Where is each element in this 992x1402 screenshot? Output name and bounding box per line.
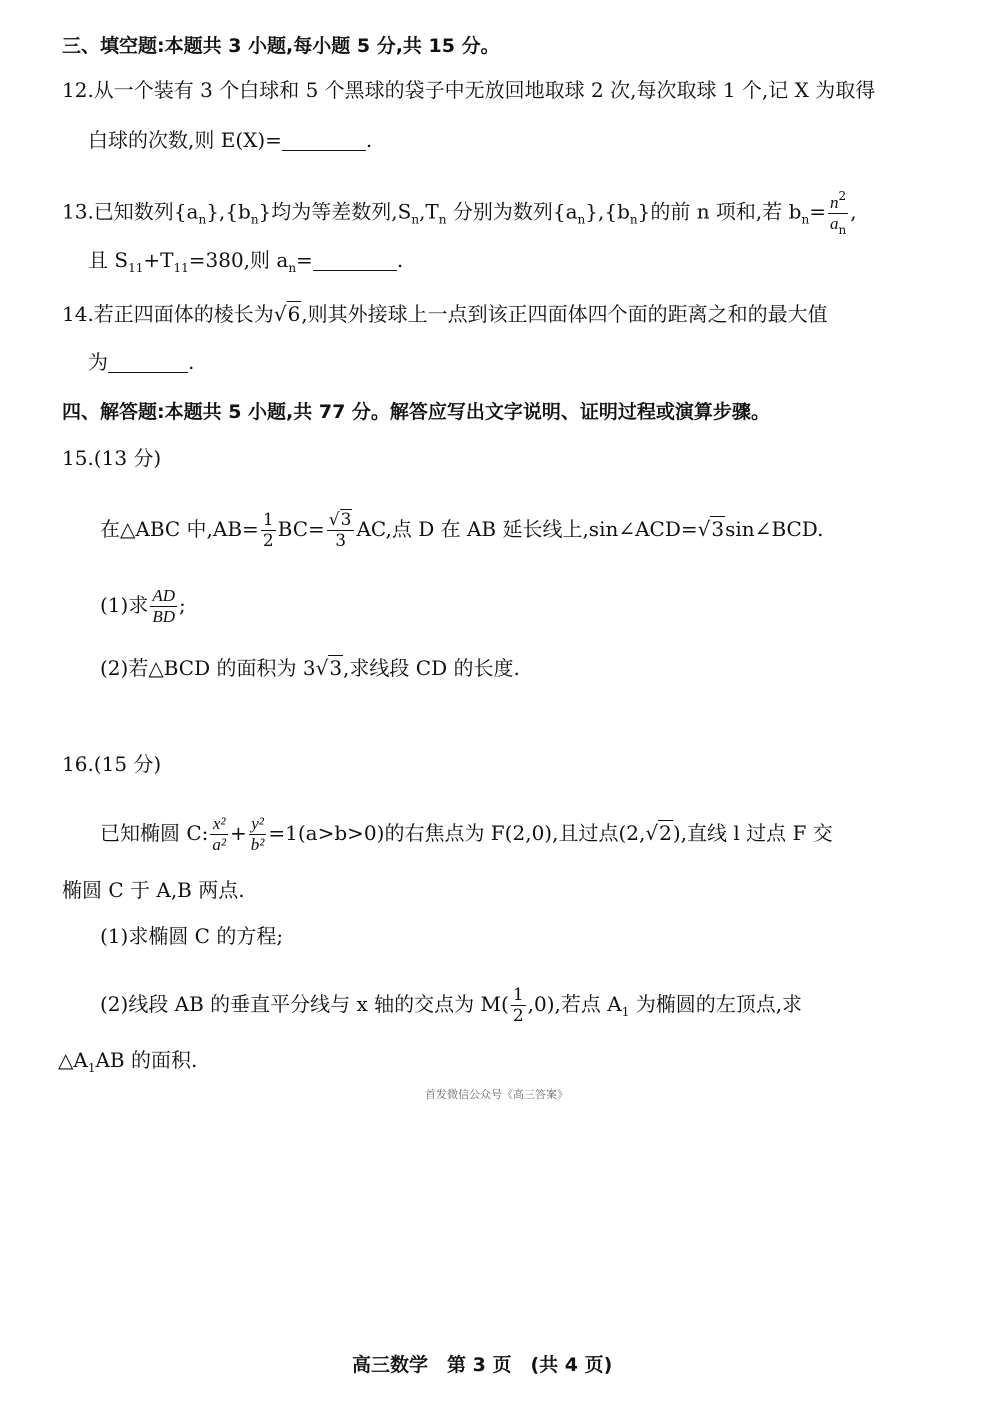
q13-text: 分别为数列{a — [446, 199, 578, 224]
q13-frac-num: n — [830, 193, 839, 212]
frac-den: BD — [152, 607, 176, 626]
frac-den: a² — [212, 835, 227, 854]
q16-p2-text: 为椭圆的左顶点,求 — [629, 992, 803, 1016]
q15-part1 — [100, 586, 186, 627]
q13-text: 且 S — [88, 248, 129, 272]
q13-sub: 11 — [173, 261, 189, 275]
q13-text: =380,则 a — [188, 248, 289, 272]
section4-heading: 四、解答题:本题共 5 小题,共 77 分。解答应写出文字说明、证明过程或演算步骤。 — [62, 401, 770, 423]
q15-number: 15.(13 分) — [62, 446, 162, 470]
q16-part2 — [100, 985, 802, 1026]
q13-text: },{b — [206, 199, 251, 224]
q15-p2-text: (2)若△BCD 的面积为 3 — [100, 656, 316, 680]
q13-answer-blank — [313, 250, 397, 271]
q16-text: =1(a>b>0)的右焦点为 F(2,0),且过点(2, — [268, 821, 646, 845]
q15-text: AC,点 D 在 AB 延长线上,sin∠ACD= — [356, 517, 698, 541]
frac-num: 1 — [512, 985, 524, 1005]
page-footer: 高三数学 第 3 页 (共 4 页) — [352, 1354, 613, 1376]
q12-end: . — [365, 128, 373, 152]
q13-eq: = — [809, 199, 826, 224]
q14-text: 14.若正四面体的棱长为 — [62, 302, 274, 326]
q15-text: BC= — [277, 517, 325, 541]
q15-text: 在△ABC 中,AB= — [100, 517, 259, 541]
q14-answer-blank — [108, 352, 188, 373]
q13-sub: n — [577, 212, 586, 227]
q16-line2: 椭圆 C 于 A,B 两点. — [62, 878, 245, 902]
q16-part1: (1)求椭圆 C 的方程; — [100, 924, 284, 948]
q13-sub: n — [288, 261, 297, 275]
frac-den: 2 — [262, 531, 274, 551]
q12-line1: 12.从一个装有 3 个白球和 5 个黑球的袋子中无放回地取球 2 次,每次取球 1 个,记 X 为取得 — [62, 78, 876, 102]
q14-sqrt: 6 — [287, 302, 301, 326]
q15-part2: (2)若△BCD 的面积为 3√3,求线段 CD 的长度. — [100, 656, 520, 680]
q16-p3-text: AB 的面积. — [95, 1048, 198, 1072]
q15-fraction-1 — [261, 510, 276, 551]
q16-p2-fraction — [511, 985, 526, 1026]
q13-fraction — [828, 186, 848, 240]
q14-end: . — [188, 350, 195, 374]
q15-p1-text: (1)求 — [100, 593, 149, 617]
q13-tail: , — [850, 199, 857, 224]
q14-text: 为 — [88, 350, 108, 374]
q13-text: 13.已知数列{a — [62, 199, 199, 224]
q13-sub: n — [198, 212, 207, 227]
q13-frac-den-sub: n — [838, 223, 847, 237]
frac-den: 3 — [335, 531, 347, 551]
q14-line1: 14.若正四面体的棱长为√6,则其外接球上一点到该正四面体四个面的距离之和的最大值 — [62, 302, 828, 326]
q14-text: ,则其外接球上一点到该正四面体四个面的距离之和的最大值 — [301, 302, 828, 326]
q16-fraction-x — [210, 814, 228, 855]
q13-text: }的前 n 项和,若 b — [637, 199, 802, 224]
q15-p1-end: ; — [179, 593, 186, 617]
q13-text: = — [296, 248, 313, 272]
q15-sqrt: 3 — [711, 517, 725, 541]
frac-den: b² — [250, 835, 265, 854]
frac-num: y² — [249, 814, 267, 835]
q16-stem: 已知椭圆 C: $\frac{\text{x²}}{\text{a²}}$ + $\frac{\text{y²}}{\text{b²}}$ =1(a>b>0)的右焦点为 F(2,0),且过点(2,√2),直线 l 过点 F 交 — [100, 814, 833, 854]
q13-text: +T — [143, 248, 174, 272]
q13-sub: n — [629, 212, 638, 227]
q13-end: . — [396, 248, 404, 272]
frac-num: 1 — [262, 510, 274, 530]
q14-line2 — [88, 348, 194, 376]
q16-p2-sub: 1 — [621, 1005, 630, 1019]
q13-frac-sup: 2 — [838, 189, 847, 203]
q16-p3-text: △A — [58, 1048, 88, 1072]
q13-sub: 11 — [128, 261, 144, 275]
section3-heading: 三、填空题:本题共 3 小题,每小题 5 分,共 15 分。 — [62, 35, 500, 57]
q16-p2-text: ,0),若点 A — [527, 992, 622, 1016]
frac-den: 2 — [512, 1006, 524, 1026]
q13-line2 — [88, 246, 403, 282]
q15-text: sin∠BCD. — [725, 517, 824, 541]
frac-num: AD — [152, 586, 176, 605]
q13-sub: n — [438, 212, 447, 227]
q13-frac-den: a — [829, 214, 839, 233]
q15-stem: 在△ABC 中,AB= $\frac{1}{2}$ BC= $\frac{√3}{3}$ AC,点 D 在 AB 延长线上,sin∠ACD=√3sin∠BCD. — [100, 510, 824, 551]
q13-text: ,T — [419, 199, 439, 224]
q13-text: }均为等差数列,S — [258, 199, 412, 224]
frac-num: 3 — [340, 510, 352, 530]
q15-p2-sqrt: 3 — [329, 656, 343, 680]
q13-sub: n — [250, 212, 259, 227]
q16-p3-sub: 1 — [87, 1061, 96, 1075]
q13-line1 — [62, 186, 857, 240]
q13-text: },{b — [585, 199, 630, 224]
q12-stem: 白球的次数,则 E(X)= — [88, 128, 282, 152]
q13-sub: n — [411, 212, 420, 227]
q15-p2-text: ,求线段 CD 的长度. — [343, 656, 520, 680]
q16-sqrt: 2 — [659, 821, 672, 845]
q12-answer-blank — [282, 130, 366, 151]
q16-fraction-y — [249, 814, 267, 855]
q16-text: + — [230, 821, 247, 845]
frac-num: x² — [210, 814, 228, 835]
q16-text: 已知椭圆 C: — [100, 821, 209, 845]
watermark-text: 首发微信公众号《高三答案》 — [425, 1088, 568, 1101]
q16-part2-line2 — [58, 1046, 197, 1082]
q15-p1-fraction — [150, 586, 177, 627]
q13-sub: n — [801, 212, 810, 227]
q15-fraction-2: $\frac{√3}{3}$ — [327, 510, 355, 551]
q16-text: ),直线 l 过点 F 交 — [672, 821, 833, 845]
q16-number: 16.(15 分) — [62, 752, 162, 776]
q16-p2-text: (2)线段 AB 的垂直平分线与 x 轴的交点为 M( — [100, 992, 509, 1016]
q12-line2 — [88, 126, 372, 154]
